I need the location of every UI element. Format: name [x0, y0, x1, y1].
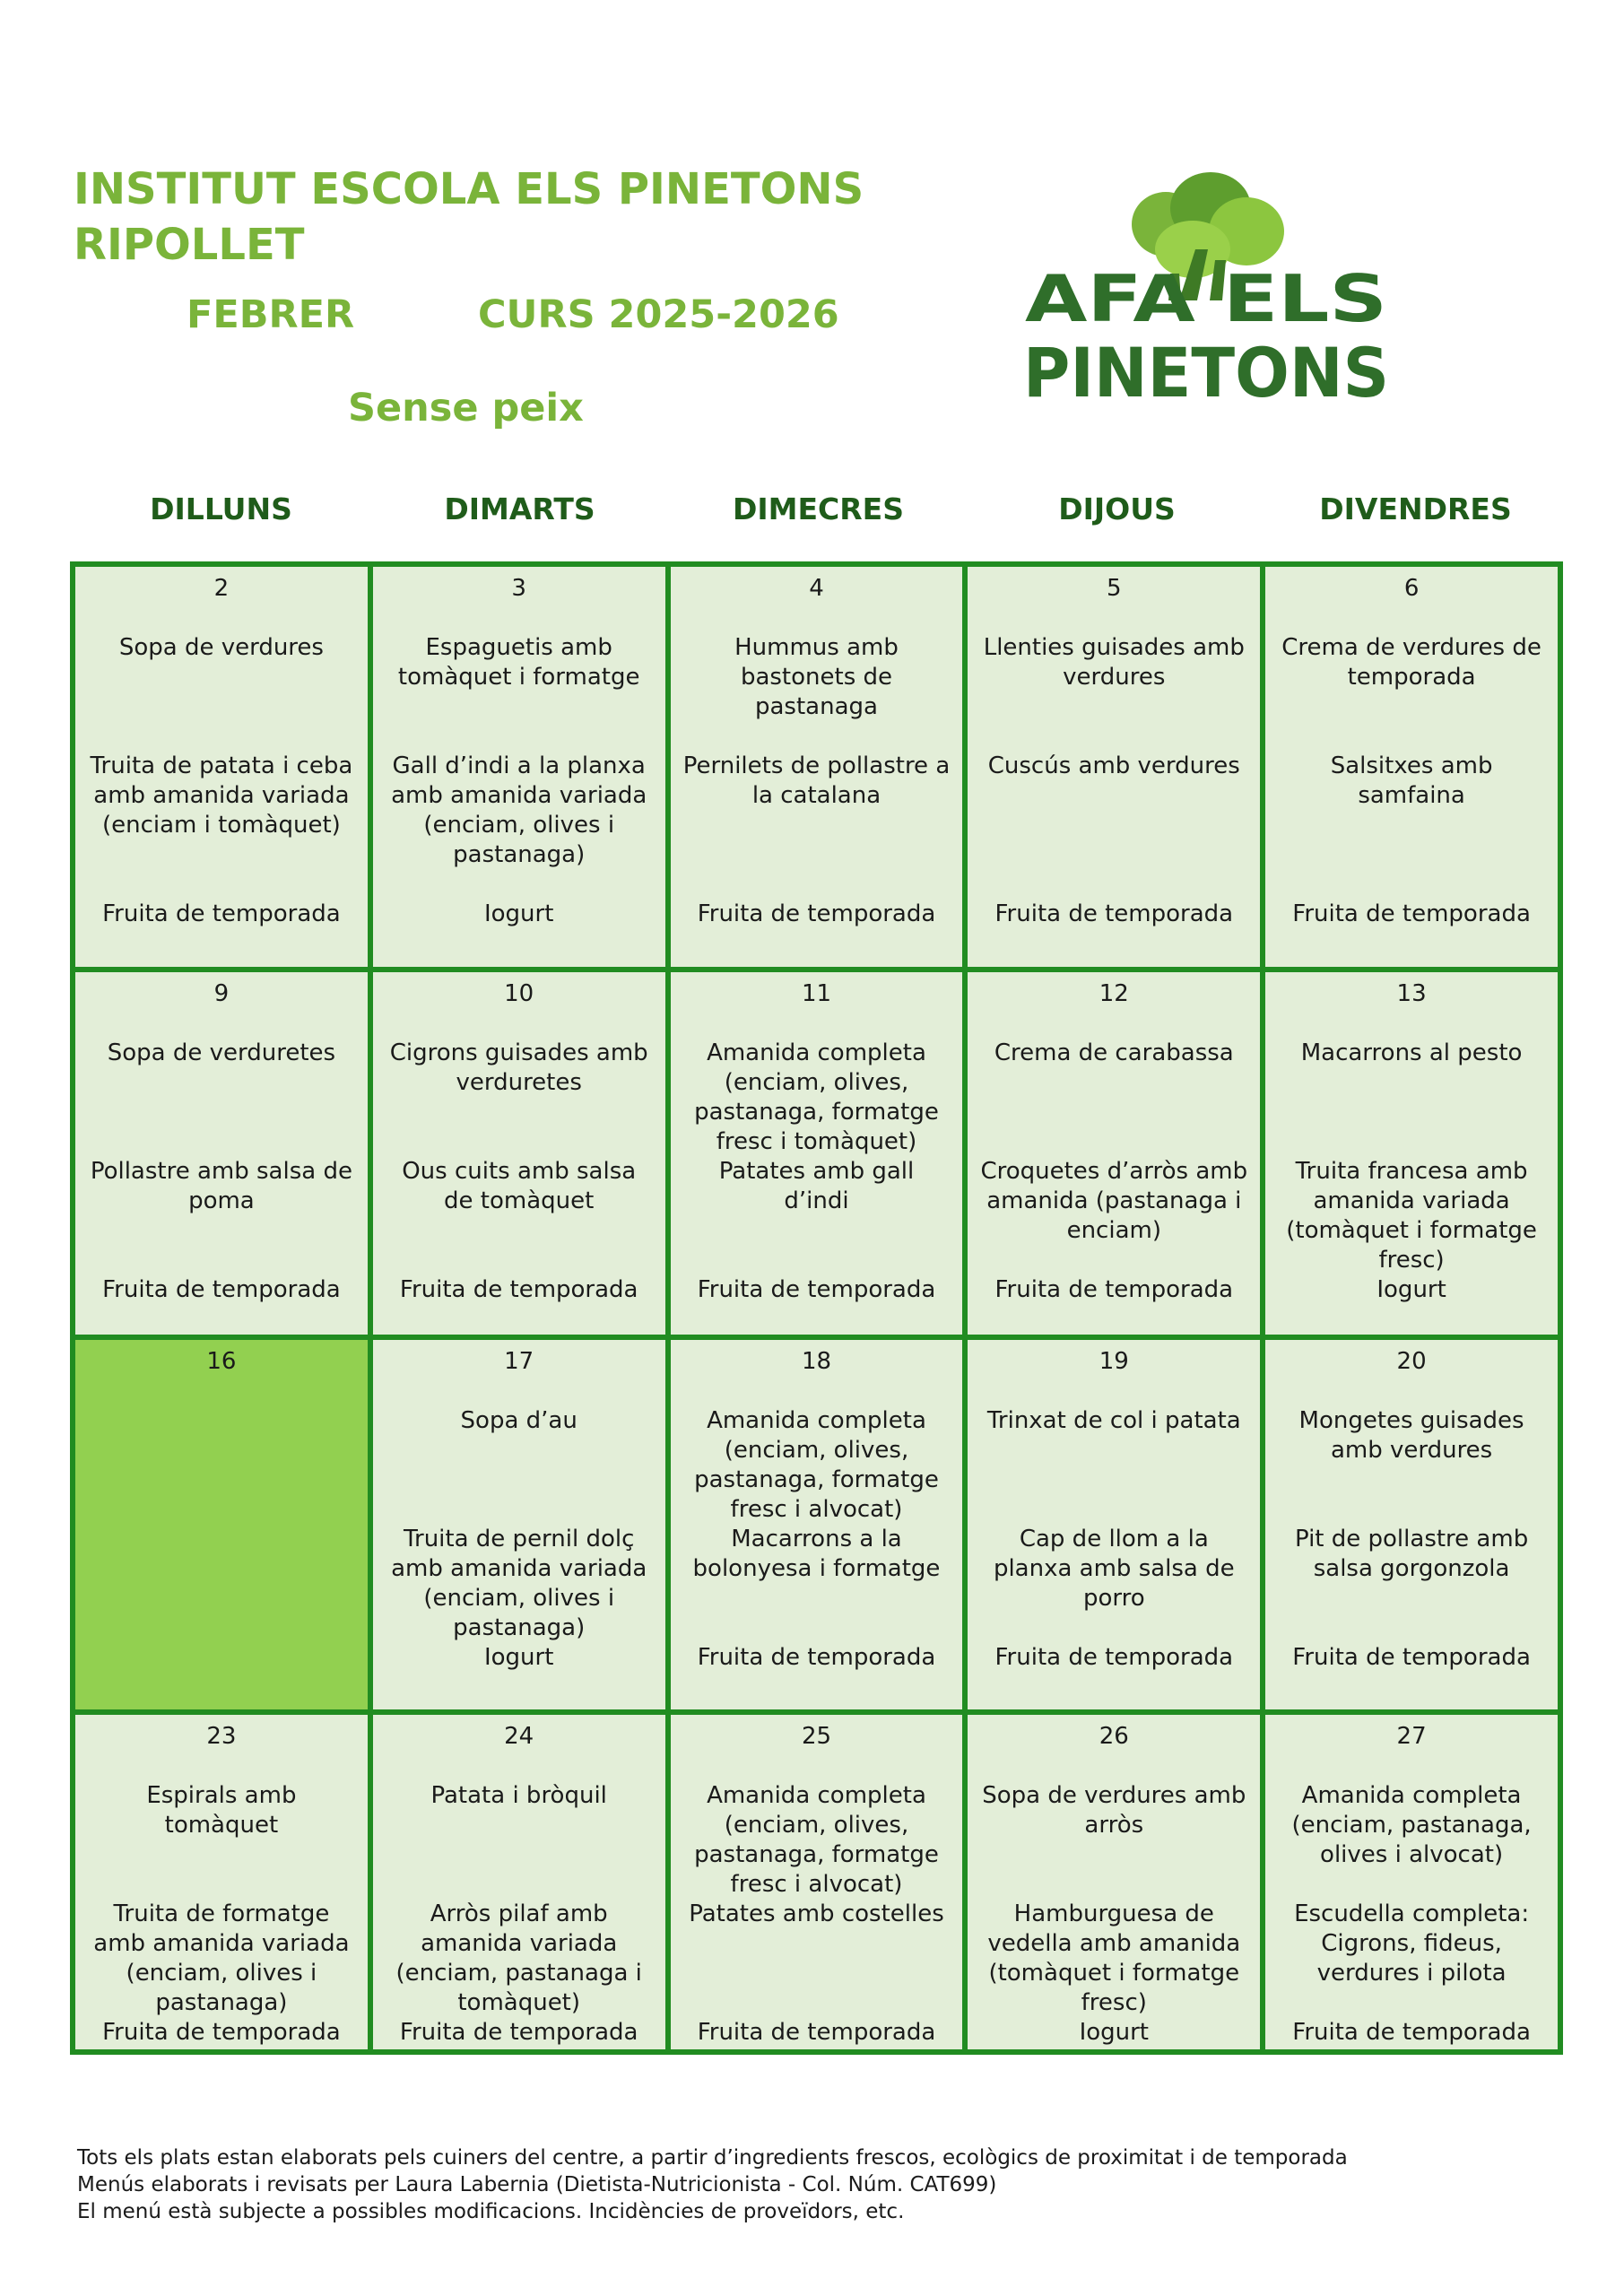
dessert: Fruita de temporada — [697, 1644, 936, 1671]
first-course: Espirals amb tomàquet — [146, 1782, 297, 1839]
dessert: Fruita de temporada — [399, 2019, 638, 2046]
day-number: 27 — [1396, 1723, 1427, 1750]
menu-day-cell — [1265, 567, 1558, 967]
logo-text-line1: AFA ELS — [1025, 261, 1387, 336]
menu-day-cell — [373, 1340, 665, 1709]
dessert: Fruita de temporada — [1292, 900, 1531, 927]
first-course: Hummus amb bastonets de pastanaga — [734, 634, 899, 720]
school-title — [74, 161, 864, 273]
first-course: Llenties guisades amb verdures — [983, 634, 1245, 691]
menu-day-cell-holiday — [75, 1340, 368, 1709]
menu-day-cell — [373, 567, 665, 967]
day-number: 9 — [213, 980, 230, 1007]
menu-day-cell — [968, 1340, 1260, 1709]
second-course: Truita francesa amb amanida variada (tomàquet i formatge fresc) — [1286, 1158, 1537, 1274]
dessert: Fruita de temporada — [697, 900, 936, 927]
day-number: 25 — [801, 1723, 832, 1750]
footer-line: El menú està subjecte a possibles modificacions. Incidències de proveïdors, etc. — [77, 2200, 905, 2223]
day-number: 19 — [1099, 1348, 1129, 1375]
dessert: Fruita de temporada — [102, 1276, 341, 1303]
second-course: Hamburguesa de vedella amb amanida (tomàquet i formatge fresc) — [987, 1900, 1241, 2016]
first-course: Sopa de verdures amb arròs — [982, 1782, 1246, 1839]
day-number: 10 — [504, 980, 534, 1007]
weekday-header-row — [72, 491, 1565, 527]
footer-line: Tots els plats estan elaborats pels cuiners del centre, a partir d’ingredients frescos, ecològics de proximitat i de temporada — [77, 2146, 1348, 2170]
menu-day-cell — [1265, 1340, 1558, 1709]
menu-day-cell — [1265, 972, 1558, 1335]
weekday-friday: DIVENDRES — [1319, 491, 1512, 526]
menu-day-cell — [968, 567, 1260, 967]
dessert: Fruita de temporada — [994, 1276, 1234, 1303]
day-number: 24 — [504, 1723, 534, 1750]
weekday-wednesday: DIMECRES — [733, 491, 904, 526]
footer-notes — [77, 2144, 1348, 2225]
day-number: 3 — [511, 575, 526, 602]
menu-calendar-grid — [70, 561, 1563, 2055]
menu-day-cell — [373, 972, 665, 1335]
menu-day-cell — [1265, 1715, 1558, 2049]
dessert: Fruita de temporada — [994, 900, 1234, 927]
second-course: Pollastre amb salsa de poma — [90, 1158, 352, 1214]
footer-line: Menús elaborats i revisats per Laura Labernia (Dietista-Nutricionista - Col. Núm. CAT699) — [77, 2173, 997, 2196]
first-course: Mongetes guisades amb verdures — [1298, 1407, 1524, 1464]
dessert: Fruita de temporada — [1292, 1644, 1531, 1671]
first-course: Cigrons guisades amb verduretes — [389, 1039, 648, 1096]
first-course: Sopa d’au — [460, 1407, 578, 1434]
menu-day-cell — [671, 972, 963, 1335]
menu-day-cell — [968, 972, 1260, 1335]
course-year-label: CURS 2025-2026 — [478, 292, 839, 337]
month-label: FEBRER — [187, 292, 355, 337]
second-course: Patates amb costelles — [689, 1900, 944, 1927]
second-course: Salsitxes amb samfaina — [1330, 752, 1493, 809]
dessert: Fruita de temporada — [399, 1276, 638, 1303]
day-number: 13 — [1396, 980, 1427, 1007]
second-course: Patates amb gall d’indi — [718, 1158, 915, 1214]
first-course: Crema de verdures de temporada — [1281, 634, 1541, 691]
first-course: Espaguetis amb tomàquet i formatge — [397, 634, 640, 691]
day-number: 12 — [1099, 980, 1129, 1007]
weekday-thursday: DIJOUS — [1058, 491, 1176, 526]
second-course: Arròs pilaf amb amanida variada (enciam, pastanaga i tomàquet) — [395, 1900, 642, 2016]
dessert: Fruita de temporada — [102, 2019, 341, 2046]
first-course: Sopa de verduretes — [107, 1039, 336, 1066]
second-course: Croquetes d’arròs amb amanida (pastanaga i enciam) — [980, 1158, 1248, 1244]
first-course: Macarrons al pesto — [1300, 1039, 1523, 1066]
second-course: Pernilets de pollastre a la catalana — [682, 752, 951, 809]
day-number: 2 — [213, 575, 230, 602]
second-course: Truita de pernil dolç amb amanida variada (enciam, olives i pastanaga) — [391, 1526, 647, 1641]
menu-variant-label: Sense peix — [348, 386, 584, 430]
second-course: Gall d’indi a la planxa amb amanida variada (enciam, olives i pastanaga) — [391, 752, 647, 868]
menu-day-cell — [75, 567, 368, 967]
day-number: 11 — [801, 980, 832, 1007]
dessert: Fruita de temporada — [697, 1276, 936, 1303]
dessert: Iogurt — [483, 1644, 554, 1671]
first-course: Amanida completa (enciam, pastanaga, olives i alvocat) — [1291, 1782, 1532, 1868]
menu-day-cell — [75, 972, 368, 1335]
day-number: 20 — [1396, 1348, 1427, 1375]
second-course: Escudella completa: Cigrons, fideus, verdures i pilota — [1294, 1900, 1530, 1987]
day-number: 6 — [1403, 575, 1420, 602]
dessert: Fruita de temporada — [994, 1644, 1234, 1671]
weekday-tuesday: DIMARTS — [444, 491, 595, 526]
first-course: Crema de carabassa — [994, 1039, 1234, 1066]
dessert: Iogurt — [1079, 2019, 1150, 2046]
day-number: 4 — [809, 575, 824, 602]
menu-day-cell — [671, 1340, 963, 1709]
first-course: Amanida completa (enciam, olives, pastanaga, formatge fresc i alvocat) — [694, 1407, 939, 1523]
dessert: Fruita de temporada — [697, 2019, 936, 2046]
dessert: Fruita de temporada — [1292, 2019, 1531, 2046]
weekday-monday: DILLUNS — [150, 491, 292, 526]
afa-logo — [1018, 161, 1394, 408]
first-course: Amanida completa (enciam, olives, pastanaga, formatge fresc i tomàquet) — [694, 1039, 939, 1155]
second-course: Truita de formatge amb amanida variada (enciam, olives i pastanaga) — [93, 1900, 350, 2016]
first-course: Sopa de verdures — [118, 634, 324, 661]
menu-day-cell — [671, 1715, 963, 2049]
day-number: 5 — [1107, 575, 1122, 602]
second-course: Macarrons a la bolonyesa i formatge — [692, 1526, 941, 1582]
school-title-line1: INSTITUT ESCOLA ELS PINETONS — [74, 164, 864, 214]
second-course: Truita de patata i ceba amb amanida variada (enciam i tomàquet) — [90, 752, 353, 839]
first-course: Trinxat de col i patata — [986, 1407, 1241, 1434]
logo-text-line2: PINETONS — [1023, 333, 1389, 408]
menu-day-cell — [671, 567, 963, 967]
day-number: 23 — [206, 1723, 237, 1750]
dessert: Fruita de temporada — [102, 900, 341, 927]
second-course: Ous cuits amb salsa de tomàquet — [402, 1158, 637, 1214]
dessert: Iogurt — [1376, 1276, 1446, 1303]
second-course: Cuscús amb verdures — [987, 752, 1240, 779]
dessert: Iogurt — [483, 900, 554, 927]
second-course: Cap de llom a la planxa amb salsa de porro — [993, 1526, 1235, 1612]
menu-day-cell — [373, 1715, 665, 2049]
menu-day-cell — [75, 1715, 368, 2049]
day-number: 18 — [801, 1348, 832, 1375]
day-number: 17 — [504, 1348, 534, 1375]
first-course: Patata i bròquil — [430, 1782, 607, 1809]
second-course: Pit de pollastre amb salsa gorgonzola — [1294, 1526, 1529, 1582]
first-course: Amanida completa (enciam, olives, pastanaga, formatge fresc i alvocat) — [694, 1782, 939, 1898]
menu-day-cell — [968, 1715, 1260, 2049]
school-title-line2: RIPOLLET — [74, 220, 305, 270]
day-number: 26 — [1099, 1723, 1129, 1750]
day-number: 16 — [206, 1348, 237, 1375]
